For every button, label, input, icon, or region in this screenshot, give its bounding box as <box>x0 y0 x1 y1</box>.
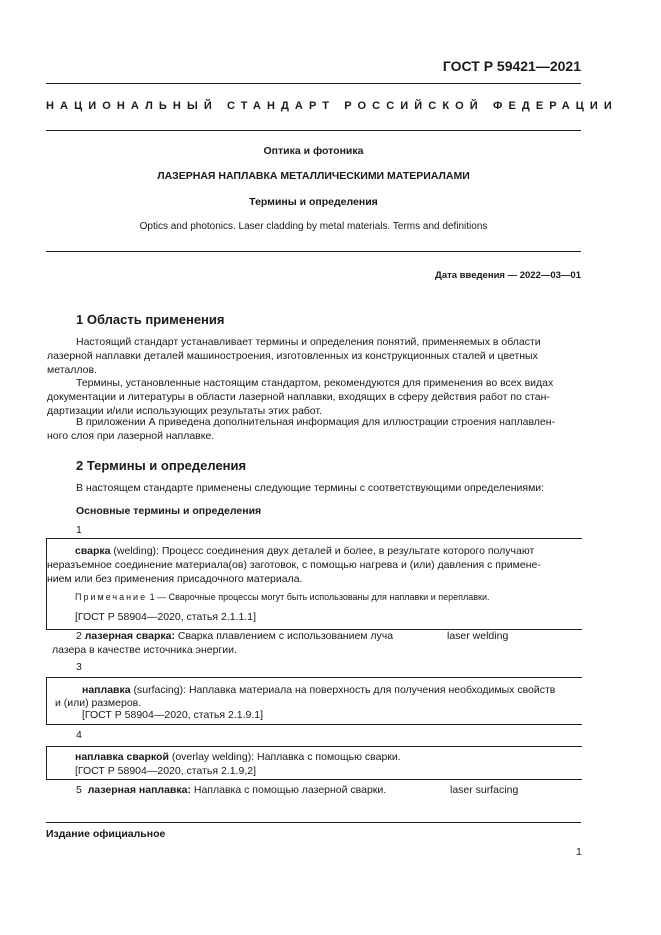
term-4-number: 4 <box>76 729 82 741</box>
section-1-paragraph-1: Настоящий стандарт устанавливает термины и определения понятий, применяемых в области лазерной наплавки деталей машиностроения, изготовленных из конструкционных сталей и цветных металлов. <box>47 336 541 376</box>
document-number: ГОСТ Р 59421—2021 <box>442 58 581 74</box>
term-3-line-2: и (или) размеров. <box>55 697 142 709</box>
term-2-term: лазерная сварка: <box>84 630 175 642</box>
banner-rule <box>46 130 581 131</box>
term-5-term: лазерная наплавка: <box>87 784 191 796</box>
official-edition: Издание официальное <box>46 828 166 840</box>
term-3-number: 3 <box>76 661 82 673</box>
title-subtitle: Термины и определения <box>249 196 378 208</box>
title-main: ЛАЗЕРНАЯ НАПЛАВКА МЕТАЛЛИЧЕСКИМИ МАТЕРИАЛАМИ <box>157 170 470 182</box>
section-2-subheading: Основные термины и определения <box>76 505 262 517</box>
section-2-heading: 2 Термины и определения <box>76 458 247 473</box>
section-1-paragraph-3: В приложении А приведена дополнительная информация для иллюстрации строения наплавлен- ного слоя при лазерной наплавке. <box>47 416 556 442</box>
term-4-box <box>46 746 582 780</box>
footer-rule <box>46 822 581 823</box>
term-2-line-1: 2 лазерная сварка: Сварка плавлением с использованием луча <box>76 630 394 642</box>
term-4-term: наплавка сваркой <box>75 751 169 763</box>
section-2-intro: В настоящем стандарте применены следующие термины с соответствующими определениями: <box>76 482 545 494</box>
term-1-line-3: нием или без применения присадочного материала. <box>47 573 303 585</box>
term-3-source: [ГОСТ Р 58904—2020, статья 2.1.9.1] <box>82 709 264 721</box>
term-2-line-2: лазера в качестве источника энергии. <box>52 644 237 656</box>
term-1-line-1: сварка (welding): Процесс соединения двух деталей и более, в результате которого получают <box>75 545 535 557</box>
title-rule <box>46 251 581 252</box>
page-number: 1 <box>576 846 582 858</box>
term-5-line-1: 5 лазерная наплавка: Наплавка с помощью лазерной сварки. <box>76 784 387 796</box>
title-english: Optics and photonics. Laser cladding by metal materials. Terms and definitions <box>139 221 488 232</box>
term-3-line-1: наплавка (surfacing): Наплавка материала на поверхность для получения необходимых свойств <box>82 684 556 696</box>
term-1-box <box>46 538 582 630</box>
header-rule <box>46 83 581 84</box>
term-1-note: Примечание 1 — Сварочные процессы могут быть использованы для наплавки и переплавки. <box>75 592 490 602</box>
term-1-number: 1 <box>76 524 82 536</box>
term-3-box <box>46 677 582 725</box>
term-1-source: [ГОСТ Р 58904—2020, статья 2.1.1.1] <box>75 611 257 623</box>
national-standard-banner: НАЦИОНАЛЬНЫЙ СТАНДАРТ РОССИЙСКОЙ ФЕДЕРАЦИИ <box>46 100 618 112</box>
introduction-date: Дата введения — 2022—03—01 <box>435 270 581 281</box>
title-category: Оптика и фотоника <box>263 145 364 157</box>
section-1-heading: 1 Область применения <box>76 312 225 327</box>
term-3-term: наплавка <box>82 684 131 696</box>
term-1-line-2: неразъемное соединение материала(ов) заготовок, с помощью нагрева и (или) давления с примене- <box>47 559 541 571</box>
term-4-source: [ГОСТ Р 58904—2020, статья 2.1.9,2] <box>75 765 257 777</box>
term-2-english: laser welding <box>447 630 509 642</box>
term-1-term: сварка <box>75 545 111 557</box>
term-4-line-1: наплавка сваркой (overlay welding): Наплавка с помощью сварки. <box>75 751 401 763</box>
term-5-english: laser surfacing <box>450 784 519 796</box>
section-1-paragraph-2: Термины, установленные настоящим стандартом, рекомендуются для применения во всех видах документации и литературы в области лазерной наплавки, входящих в сферу действия работ по стан- дартизации и/или использующих результаты этих работ. <box>47 377 554 417</box>
